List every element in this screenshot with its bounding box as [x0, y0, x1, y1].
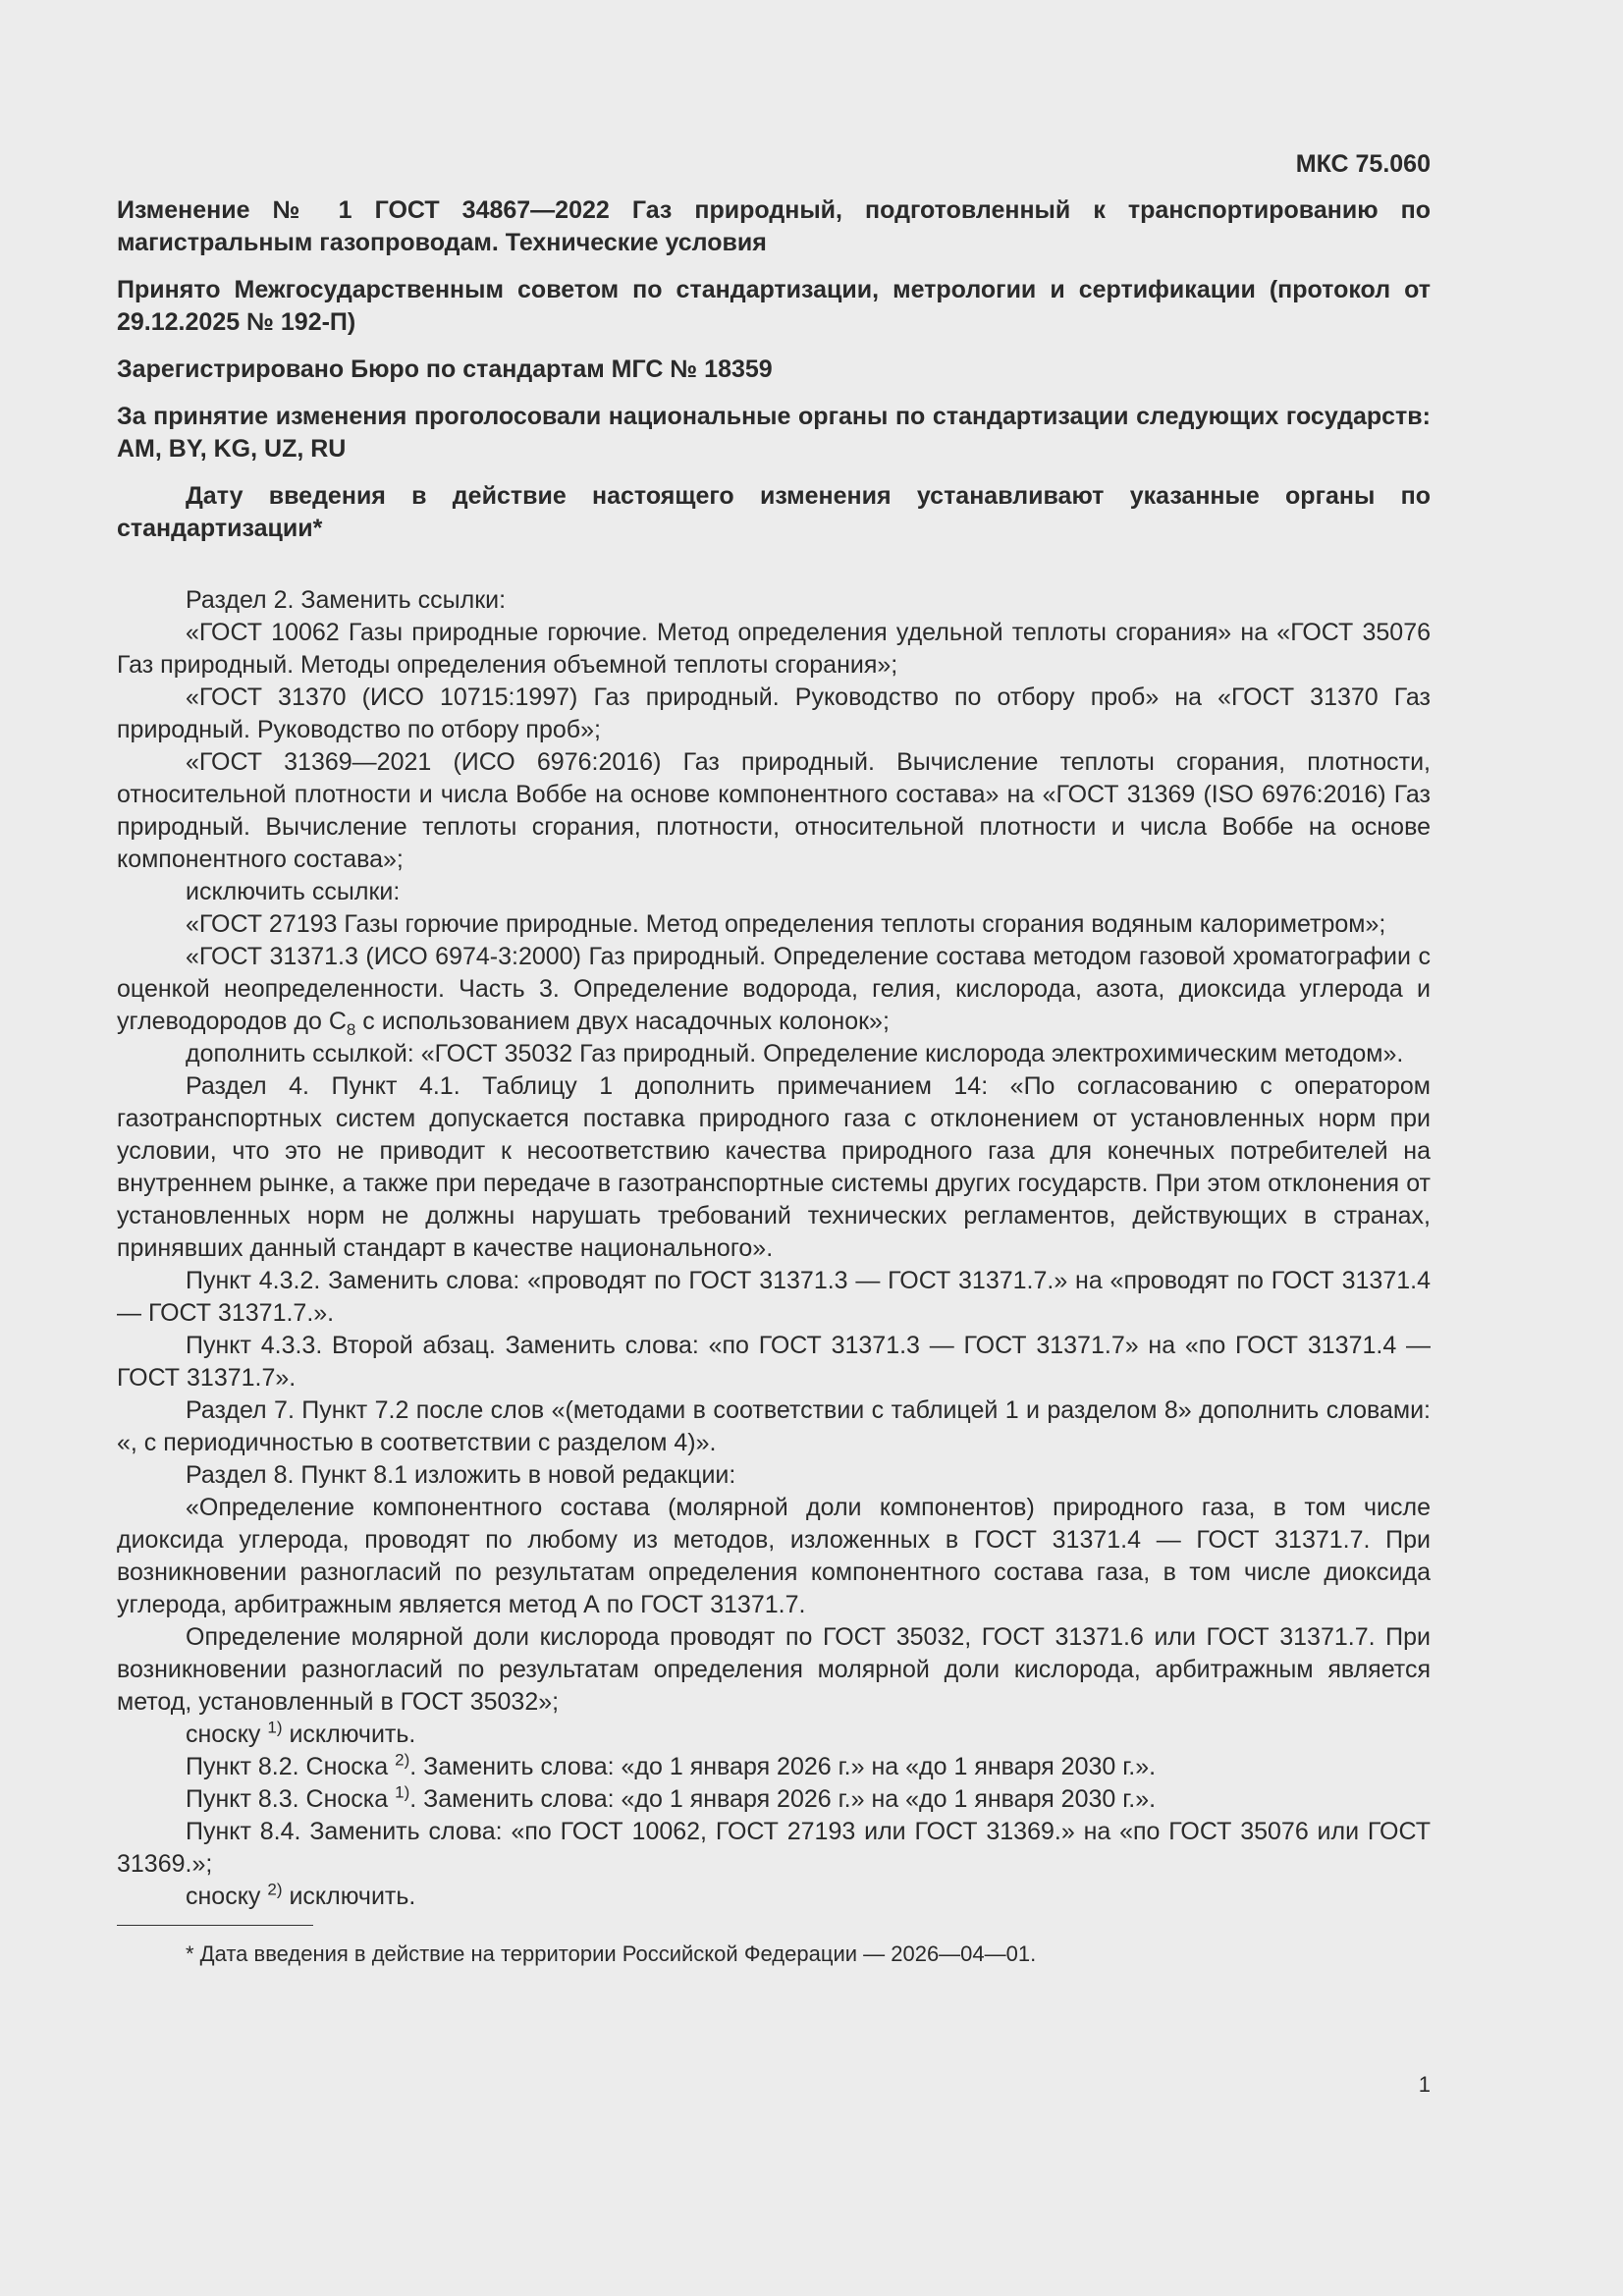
text-run: сноску: [186, 1721, 268, 1748]
body-paragraph: дополнить ссылкой: «ГОСТ 35032 Газ природный. Определение кислорода электрохимическим методом».: [186, 1040, 1404, 1067]
adopted-statement: Принято Межгосударственным советом по стандартизации, метрологии и сертификации (протокол от 29.12.2025 № 192-П): [117, 276, 1431, 336]
body-paragraph: Раздел 7. Пункт 7.2 после слов «(методами в соответствии с таблицей 1 и разделом 8» дополнить словами: «, с периодичностью в соответствии с разделом 4)».: [117, 1396, 1431, 1456]
text-run: Пункт 8.2. Сноска: [186, 1753, 396, 1780]
registration-statement: Зарегистрировано Бюро по стандартам МГС № 18359: [117, 355, 773, 383]
body-paragraph: «ГОСТ 31369—2021 (ИСО 6976:2016) Газ природный. Вычисление теплоты сгорания, плотности, относительной плотности и числа Воббе на основе компонентного состава» на «ГОСТ 31369 (ISO 6976:2016) Газ природный. Вычисление теплоты сгорания, плотности, относительной плотности и числа Воббе на основе компонентного состава»;: [117, 748, 1431, 873]
amendment-title: Изменение № 1 ГОСТ 34867—2022 Газ природный, подготовленный к транспортированию по магистральным газопроводам. Технические условия: [117, 196, 1431, 256]
body-paragraph: [117, 1751, 1431, 1783]
text-run: с использованием двух насадочных колонок»;: [355, 1008, 890, 1035]
effective-date-statement: Дату введения в действие настоящего изменения устанавливают указанные органы по стандартизации*: [117, 482, 1431, 542]
page-number: 1: [1418, 2072, 1431, 2097]
footnote-ref: 1): [267, 1718, 283, 1737]
body-paragraph: «ГОСТ 27193 Газы горючие природные. Метод определения теплоты сгорания водяным калориметром»;: [186, 910, 1386, 938]
body-paragraph: Пункт 4.3.3. Второй абзац. Заменить слова: «по ГОСТ 31371.3 — ГОСТ 31371.7» на «по ГОСТ 31371.4 — ГОСТ 31371.7».: [117, 1332, 1431, 1392]
body-paragraph: Пункт 4.3.2. Заменить слова: «проводят по ГОСТ 31371.3 — ГОСТ 31371.7.» на «проводят по ГОСТ 31371.4 — ГОСТ 31371.7.».: [117, 1267, 1431, 1327]
footnote-divider: [117, 1925, 313, 1926]
body-paragraph: [117, 941, 1431, 1038]
body-paragraph: исключить ссылки:: [186, 878, 401, 905]
footnote-ref: 2): [395, 1750, 410, 1770]
body-paragraph: «Определение компонентного состава (молярной доли компонентов) природного газа, в том числе диоксида углерода, проводят по любому из методов, изложенных в ГОСТ 31371.4 — ГОСТ 31371.7. При возникновении разногласий по результатам определения компонентного состава газа, в том числе диоксида углерода, арбитражным является метод А по ГОСТ 31371.7.: [117, 1494, 1431, 1618]
mks-code: МКС 75.060: [1295, 150, 1431, 178]
body-paragraph: «ГОСТ 31370 (ИСО 10715:1997) Газ природный. Руководство по отбору проб» на «ГОСТ 31370 Газ природный. Руководство по отбору проб»;: [117, 683, 1431, 743]
body-paragraph: Раздел 2. Заменить ссылки:: [186, 586, 507, 614]
body-paragraph: Раздел 8. Пункт 8.1 изложить в новой редакции:: [186, 1461, 736, 1489]
body-paragraph: Определение молярной доли кислорода проводят по ГОСТ 35032, ГОСТ 31371.6 или ГОСТ 31371.7. При возникновении разногласий по результатам определения молярной доли кислорода, арбитражным является метод, установленный в ГОСТ 35032»;: [117, 1623, 1431, 1716]
text-run: исключить.: [282, 1721, 416, 1748]
voting-statement: За принятие изменения проголосовали национальные органы по стандартизации следующих государств: AM, BY, KG, UZ, RU: [117, 403, 1431, 463]
body-paragraph: [117, 1719, 1431, 1751]
body-paragraph: «ГОСТ 10062 Газы природные горючие. Метод определения удельной теплоты сгорания» на «ГОСТ 35076 Газ природный. Методы определения объемной теплоты сгорания»;: [117, 619, 1431, 679]
text-run: «ГОСТ 31371.3 (ИСО 6974-3:2000) Газ природный. Определение состава методом газовой хроматографии с оценкой неопределенности. Часть 3. Определение водорода, гелия, кислорода, азота, диоксида углерода и углеводородов до С: [117, 943, 1431, 1035]
body-paragraph: [117, 1783, 1431, 1816]
text-run: исключить.: [282, 1883, 416, 1910]
text-run: . Заменить слова: «до 1 января 2026 г.» на «до 1 января 2030 г.».: [409, 1753, 1157, 1780]
body-paragraph: Раздел 4. Пункт 4.1. Таблицу 1 дополнить примечанием 14: «По согласованию с оператором газотранспортных систем допускается поставка природного газа с отклонением от установленных норм при условии, что это не приводит к несоответствию качества природного газа для конечных потребителей на внутреннем рынке, а также при передаче в газотранспортные системы других государств. При этом отклонения от установленных норм не должны нарушать требований технических регламентов, действующих в странах, принявших данный стандарт в качестве национального».: [117, 1072, 1431, 1262]
text-run: . Заменить слова: «до 1 января 2026 г.» на «до 1 января 2030 г.».: [409, 1785, 1157, 1813]
text-run: Пункт 8.3. Сноска: [186, 1785, 396, 1813]
footnote-ref: 1): [395, 1782, 410, 1802]
text-run: сноску: [186, 1883, 268, 1910]
body-paragraph: [117, 1881, 1431, 1913]
page-content: [117, 147, 1431, 1969]
body-paragraph: Пункт 8.4. Заменить слова: «по ГОСТ 10062, ГОСТ 27193 или ГОСТ 31369.» на «по ГОСТ 35076 или ГОСТ 31369.»;: [117, 1818, 1431, 1878]
subscript: 8: [346, 1020, 356, 1039]
footnote: * Дата введения в действие на территории Российской Федерации — 2026—04—01.: [186, 1941, 1037, 1966]
footnote-ref: 2): [267, 1880, 283, 1899]
